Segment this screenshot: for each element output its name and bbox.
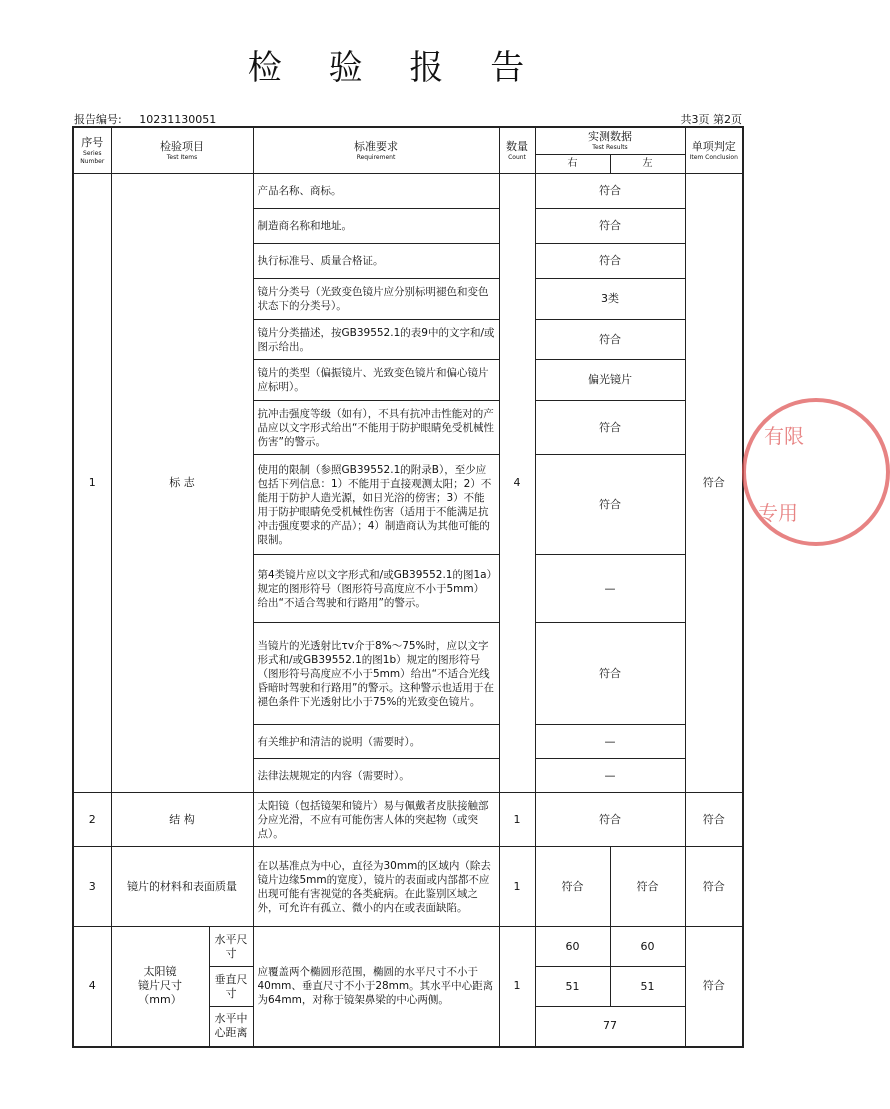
sec4-req: 应覆盖两个椭圆形范围，椭圆的水平尺寸不小于40mm、垂直尺寸不小于28mm。其水平中心距离为64mm，对称于镜架鼻梁的中心两侧。	[253, 927, 499, 1047]
sec1-item: 标 志	[111, 174, 253, 793]
sec4-sub-center: 水平中心距离	[209, 1007, 253, 1047]
sec2-seq: 2	[73, 793, 111, 847]
sec3-conclusion: 符合	[685, 847, 743, 927]
sec1-req: 抗冲击强度等级（如有），不具有抗冲击性能对的产品应以文字形式给出“不能用于防护眼睛免受机械性伤害”的警示。	[253, 401, 499, 455]
header-requirement: 标准要求 Requirement	[253, 127, 499, 174]
header-conclusion: 单项判定 Item Conclusion	[685, 127, 743, 174]
sec1-result: 偏光镜片	[535, 360, 685, 401]
header-row	[73, 127, 743, 155]
sec4-seq: 4	[73, 927, 111, 1047]
sec1-result: 符合	[535, 244, 685, 279]
sec1-req: 使用的限制（参照GB39552.1的附录B），至少应包括下列信息：1）不能用于直接观测太阳；2）不能用于防护人造光源，如日光浴的傍害；3）不能用于防护眼睛免受机械性伤害（适用于不能满足抗冲击强度要求的产品）；4）制造商认为其他可能的限制。	[253, 455, 499, 555]
sec3-result-right: 符合	[535, 847, 610, 927]
header-results: 实测数据 Test Results	[535, 127, 685, 155]
sec1-result: 符合	[535, 209, 685, 244]
sec1-result: —	[535, 759, 685, 793]
sec1-result: 符合	[535, 401, 685, 455]
sec2-qty: 1	[499, 793, 535, 847]
red-seal-stamp: 有限 专用	[742, 398, 890, 546]
sec1-result: 符合	[535, 320, 685, 360]
sec4-v-right: 51	[535, 967, 610, 1007]
sec4-item-line3: （mm）	[138, 993, 182, 1007]
sec4-item-line1: 太阳镜	[143, 965, 177, 979]
sec1-seq: 1	[73, 174, 111, 793]
sec1-qty: 4	[499, 174, 535, 793]
sec4-sub-vertical: 垂直尺寸	[209, 967, 253, 1007]
sec2-req: 太阳镜（包括镜架和镜片）易与佩戴者皮肤接触部分应光滑，不应有可能伤害人体的突起物（或突点）。	[253, 793, 499, 847]
sec1-result: —	[535, 725, 685, 759]
report-title: 检 验 报 告	[247, 48, 543, 88]
sec1-result: 符合	[535, 455, 685, 555]
sec1-req: 镜片分类号（光致变色镜片应分别标明褪色和变色状态下的分类号）。	[253, 279, 499, 320]
sec4-center: 77	[535, 1007, 685, 1047]
header-item: 检验项目 Test Items	[111, 127, 253, 174]
sec4-v-left: 51	[610, 967, 685, 1007]
sec4-item-line2: 镜片尺寸	[138, 979, 182, 993]
sec1-req: 镜片的类型（偏振镜片、光致变色镜片和偏心镜片应标明）。	[253, 360, 499, 401]
sec4-conclusion: 符合	[685, 927, 743, 1047]
header-seq: 序号 Series Number	[73, 127, 111, 174]
sec1-req: 镜片分类描述，按GB39552.1的表9中的文字和/或图示给出。	[253, 320, 499, 360]
sec1-req: 产品名称、商标。	[253, 174, 499, 209]
sec1-result: 符合	[535, 623, 685, 725]
sec3-seq: 3	[73, 847, 111, 927]
sec4-h-left: 60	[610, 927, 685, 967]
report-number-value: 10231130051	[139, 113, 217, 126]
report-table	[72, 126, 744, 1048]
sec1-req: 法律法规规定的内容（需要时）。	[253, 759, 499, 793]
sec4-h-right: 60	[535, 927, 610, 967]
table-row	[73, 927, 743, 967]
table-row	[73, 847, 743, 927]
sec1-result: 符合	[535, 174, 685, 209]
sec1-result: —	[535, 555, 685, 623]
report-number	[74, 111, 216, 127]
sec4-item	[111, 927, 209, 1047]
sec3-qty: 1	[499, 847, 535, 927]
header-count: 数量 Count	[499, 127, 535, 174]
sec2-conclusion: 符合	[685, 793, 743, 847]
sec3-item: 镜片的材料和表面质量	[111, 847, 253, 927]
sec1-req: 第4类镜片应以文字形式和/或GB39552.1的图1a）规定的图形符号（图形符号高度应不小于5mm）给出“不适合驾驶和行路用”的警示。	[253, 555, 499, 623]
table-row	[73, 793, 743, 847]
table-row	[73, 174, 743, 209]
sec1-req: 有关维护和清洁的说明（需要时）。	[253, 725, 499, 759]
sec3-req: 在以基准点为中心，直径为30mm的区域内（除去镜片边缘5mm的宽度），镜片的表面或内部都不应出现可能有害视觉的各类疵病。在此鉴别区域之外，可允许有孤立、微小的内在或表面缺陷。	[253, 847, 499, 927]
sec1-req: 执行标准号、质量合格证。	[253, 244, 499, 279]
sec1-req: 当镜片的光透射比τv介于8%～75%时，应以文字形式和/或GB39552.1的图1b）规定的图形符号（图形符号高度应不小于5mm）给出“不适合光线昏暗时驾驶和行路用”的警示。这种警示也适用于在褪色条件下光透射比小于75%的光致变色镜片。	[253, 623, 499, 725]
header-left: 左	[610, 155, 685, 174]
sec4-sub-horizontal: 水平尺寸	[209, 927, 253, 967]
sec4-qty: 1	[499, 927, 535, 1047]
sec1-conclusion: 符合	[685, 174, 743, 793]
sec2-result: 符合	[535, 793, 685, 847]
header-right: 右	[535, 155, 610, 174]
sec1-result: 3类	[535, 279, 685, 320]
sec2-item: 结 构	[111, 793, 253, 847]
report-number-label: 报告编号:	[74, 113, 122, 126]
sec1-req: 制造商名称和地址。	[253, 209, 499, 244]
page-info: 共3页 第2页	[680, 113, 742, 126]
sec3-result-left: 符合	[610, 847, 685, 927]
